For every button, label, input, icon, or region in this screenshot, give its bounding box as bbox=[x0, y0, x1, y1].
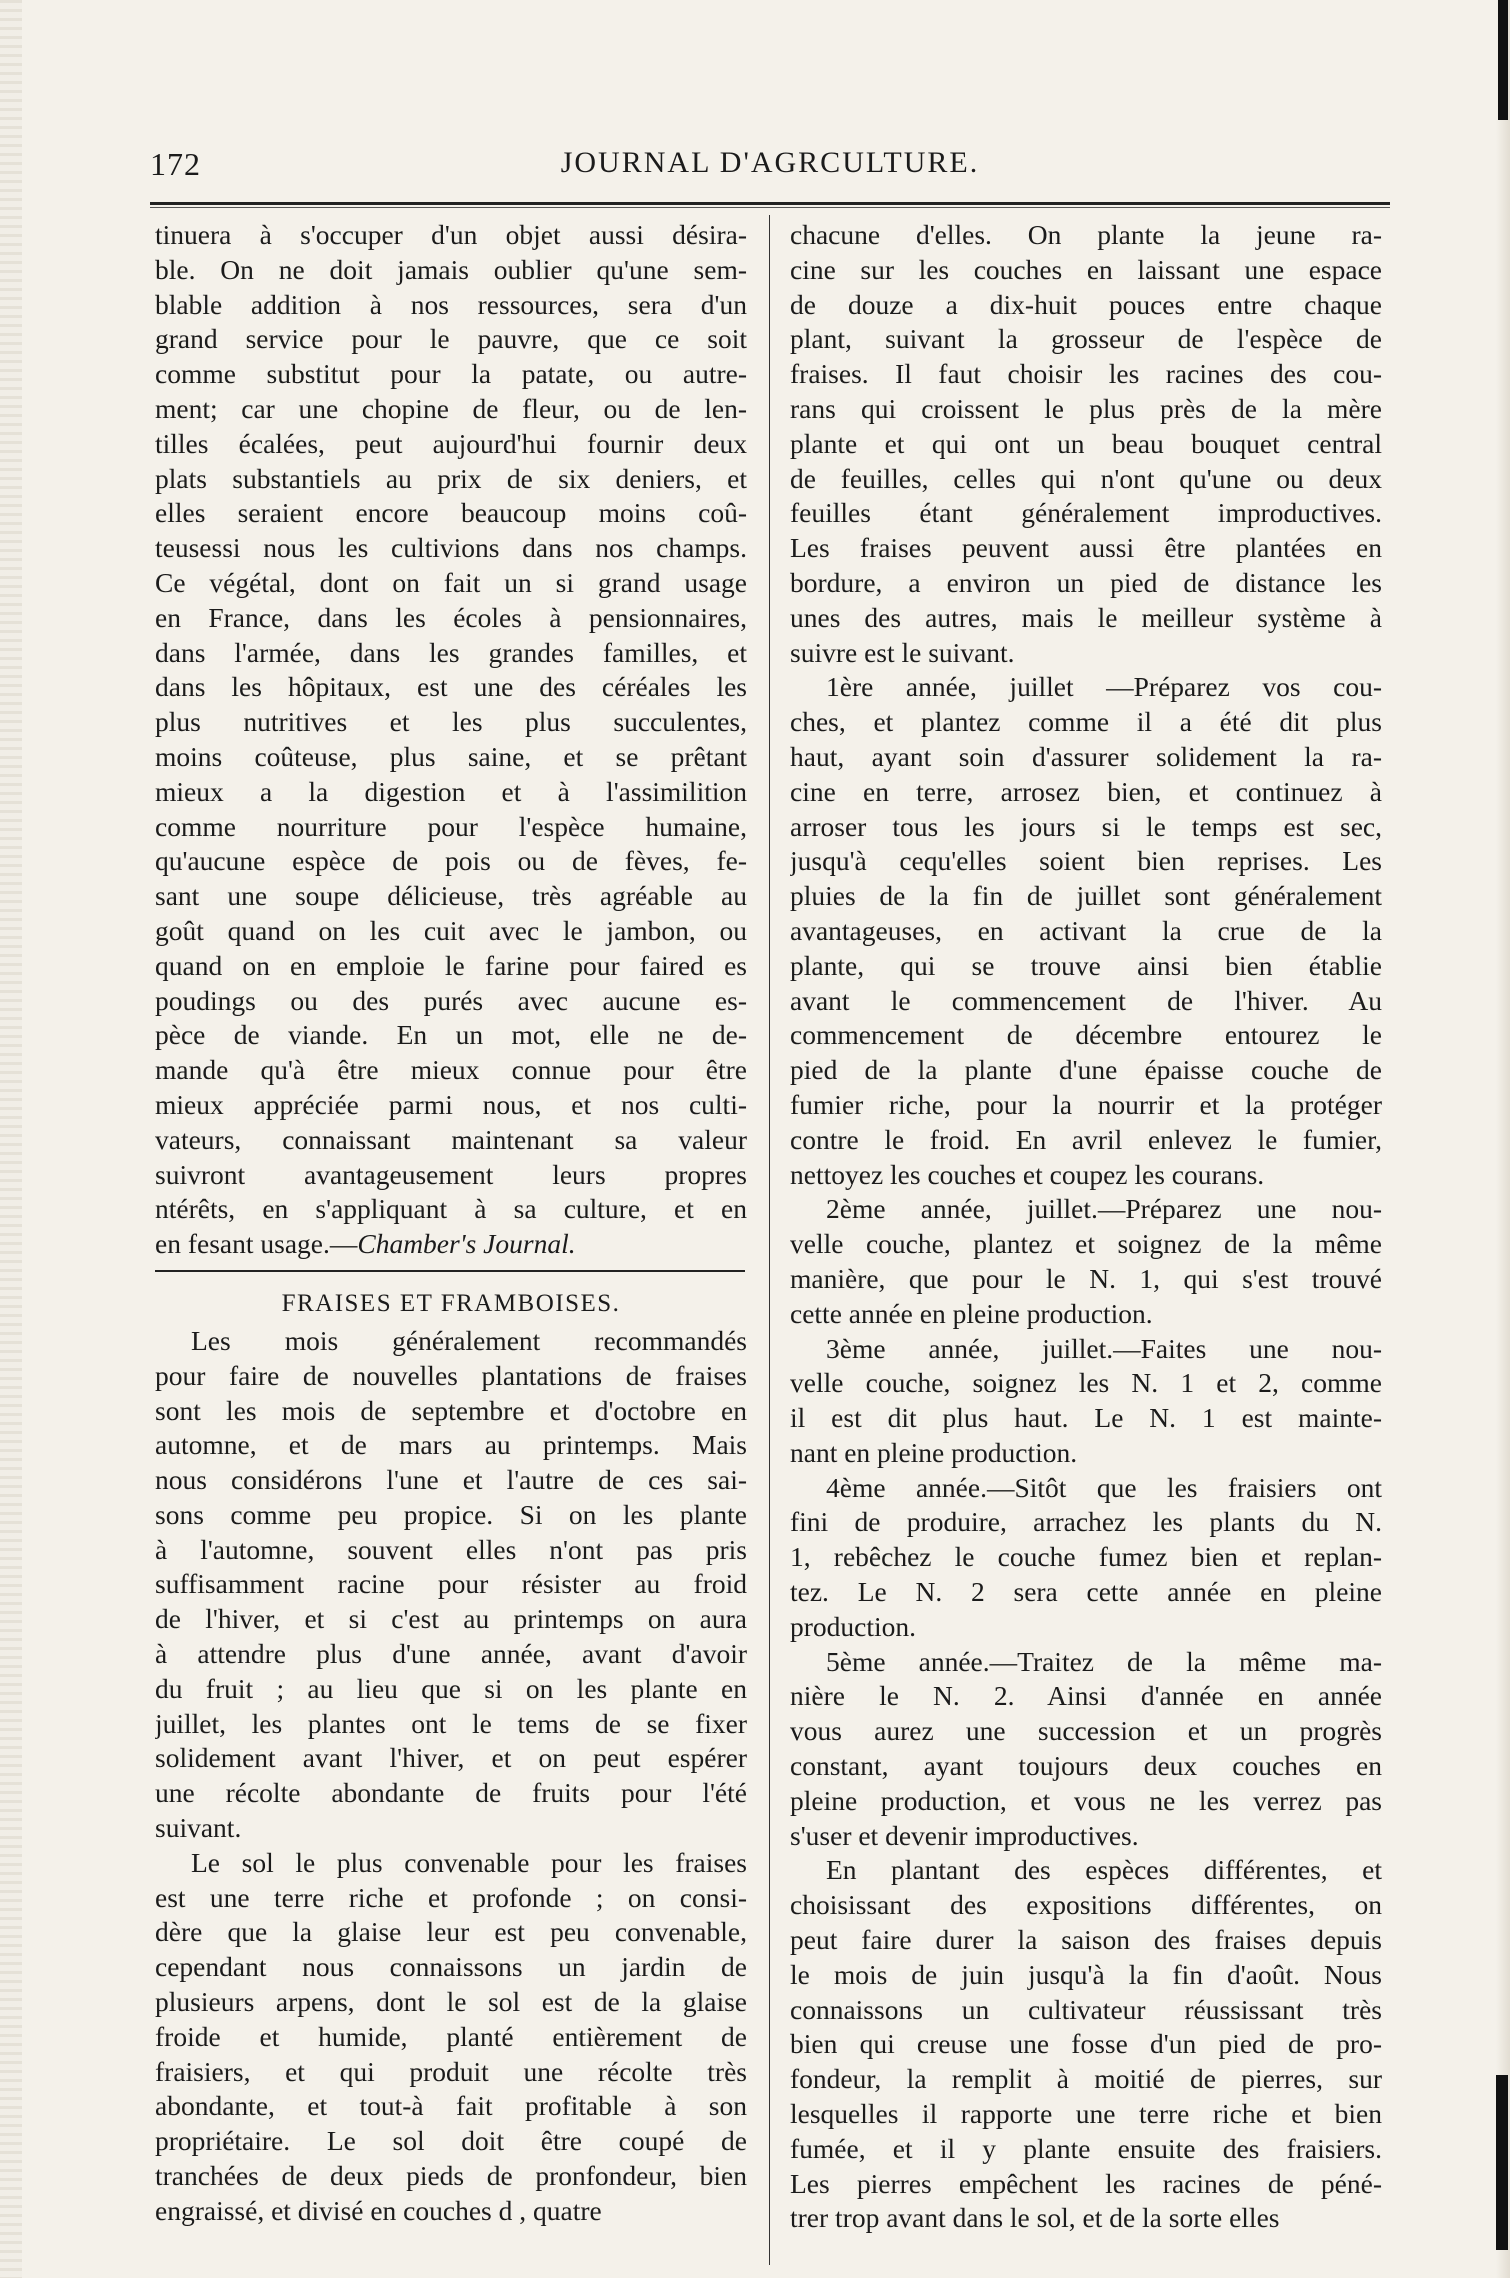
text-line: suivront avantageusement leurs propres bbox=[155, 1158, 747, 1190]
text-line: cependant nous connaissons un jardin de bbox=[155, 1951, 747, 1983]
text-line: pied de la plante d'une épaisse couche de bbox=[790, 1054, 1382, 1086]
text-line: cine en terre, arrosez bien, et continuez à bbox=[790, 775, 1382, 807]
text-line: plats substantiels au prix de six deniers, et bbox=[155, 462, 747, 494]
text-line: vateurs, connaissant maintenant sa valeur bbox=[155, 1123, 747, 1155]
text-line: elles seraient encore beaucoup moins coû- bbox=[155, 497, 747, 529]
text-line: fumée, et il y plante ensuite des fraisiers. bbox=[790, 2132, 1382, 2164]
text-line: plus nutritives et les plus succulentes, bbox=[155, 706, 747, 738]
text-line: rans qui croissent le plus près de la mère bbox=[790, 392, 1382, 424]
section-title: FRAISES ET FRAMBOISES. bbox=[281, 1289, 621, 1317]
text-line: pour faire de nouvelles plantations de fraises bbox=[155, 1359, 747, 1391]
text-line: plusieurs arpens, dont le sol est de la glaise bbox=[155, 1986, 747, 2018]
source-citation: Chamber's Journal. bbox=[357, 1228, 576, 1260]
text-line: solidement avant l'hiver, et on peut espérer bbox=[155, 1742, 747, 1774]
text-line: arroser tous les jours si le temps est sec, bbox=[790, 810, 1382, 842]
text-line: plant, suivant la grosseur de l'espèce de bbox=[790, 323, 1382, 355]
text-line: contre le froid. En avril enlevez le fumier, bbox=[790, 1123, 1382, 1155]
text-line: fumier riche, pour la nourrir et la protéger bbox=[790, 1088, 1382, 1120]
text-line: En plantant des espèces différentes, et bbox=[826, 1854, 1382, 1886]
text-line: de feuilles, celles qui n'ont qu'une ou deux bbox=[790, 462, 1382, 494]
text-line: abondante, et tout-à fait profitable à son bbox=[155, 2090, 747, 2122]
text-line: s'user et devenir improductives. bbox=[790, 1819, 1139, 1851]
text-line: comme substitut pour la patate, ou autre- bbox=[155, 358, 747, 390]
text-line: fraisiers, et qui produit une récolte très bbox=[155, 2055, 747, 2087]
scan-binding-mark-bottom bbox=[1496, 2075, 1508, 2250]
text-line: tez. Le N. 2 sera cette année en pleine bbox=[790, 1576, 1382, 1608]
scan-binding-mark-top bbox=[1498, 0, 1508, 120]
text-line: 1, rebêchez le couche fumez bien et replan- bbox=[790, 1541, 1382, 1573]
text-line: 1ère année, juillet —Préparez vos cou- bbox=[826, 671, 1382, 703]
text-line: tranchées de deux pieds de pronfondeur, bien bbox=[155, 2160, 747, 2192]
text-line: velle couche, soignez les N. 1 et 2, comme bbox=[790, 1367, 1382, 1399]
text-line: blable addition à nos ressources, sera d'un bbox=[155, 288, 747, 320]
text-line: sons comme peu propice. Si on les plante bbox=[155, 1498, 747, 1530]
text-line: poudings ou des purés avec aucune es- bbox=[155, 984, 747, 1016]
text-line: commencement de décembre entourez le bbox=[790, 1019, 1382, 1051]
running-title: JOURNAL D'AGRCULTURE. bbox=[560, 146, 980, 179]
text-line: bordure, a environ un pied de distance les bbox=[790, 566, 1382, 598]
closing-text: en fesant usage.— bbox=[155, 1228, 358, 1260]
text-line: propriétaire. Le sol doit être coupé de bbox=[155, 2125, 747, 2157]
text-line: 2ème année, juillet.—Préparez une nou- bbox=[826, 1193, 1382, 1225]
text-line: du fruit ; au lieu que si on les plante en bbox=[155, 1672, 747, 1704]
text-line: suivant. bbox=[155, 1812, 242, 1844]
text-line: grand service pour le pauvre, que ce soit bbox=[155, 323, 747, 355]
text-line: 5ème année.—Traitez de la même ma- bbox=[826, 1645, 1382, 1677]
text-line: bien qui creuse une fosse d'un pied de pro- bbox=[790, 2028, 1382, 2060]
text-line: ment; car une chopine de fleur, ou de len- bbox=[155, 392, 747, 424]
text-line: feuilles étant généralement improductives. bbox=[790, 497, 1382, 529]
text-line: choisissant des expositions différentes, on bbox=[790, 1889, 1382, 1921]
text-line: avant le commencement de l'hiver. Au bbox=[790, 984, 1382, 1016]
text-line: froide et humide, planté entièrement de bbox=[155, 2020, 747, 2052]
text-line: mande qu'à être mieux connue pour être bbox=[155, 1054, 747, 1086]
text-line: fondeur, la remplit à moitié de pierres, sur bbox=[790, 2063, 1382, 2095]
text-line: automne, et de mars au printemps. Mais bbox=[155, 1429, 747, 1461]
text-line: nous considérons l'une et l'autre de ces sai- bbox=[155, 1464, 747, 1496]
text-line: le mois de juin jusqu'à la fin d'août. Nous bbox=[790, 1958, 1382, 1990]
scan-right-edge bbox=[1496, 0, 1510, 2278]
text-line: cette année en pleine production. bbox=[790, 1297, 1153, 1329]
left-column bbox=[155, 218, 747, 2229]
text-line: ble. On ne doit jamais oublier qu'une sem- bbox=[155, 253, 747, 285]
text-line: manière, que pour le N. 1, qui s'est trouvé bbox=[790, 1262, 1382, 1294]
text-line: pleine production, et vous ne les verrez pas bbox=[790, 1784, 1382, 1816]
text-line: juillet, les plantes ont le tems de se fixer bbox=[155, 1707, 747, 1739]
text-line: ches, et plantez comme il a été dit plus bbox=[790, 706, 1382, 738]
text-line: pluies de la fin de juillet sont généralement bbox=[790, 880, 1382, 912]
text-line: avantageuses, en activant la crue de la bbox=[790, 914, 1382, 946]
section-rule bbox=[155, 1270, 745, 1272]
scan-left-edge bbox=[0, 0, 22, 2278]
text-line: sont les mois de septembre et d'octobre en bbox=[155, 1394, 747, 1426]
right-column bbox=[790, 218, 1382, 2236]
text-line: unes des autres, mais le meilleur système à bbox=[790, 601, 1382, 633]
text-line: goût quand on les cuit avec le jambon, ou bbox=[155, 914, 747, 946]
text-line: 3ème année, juillet.—Faites une nou- bbox=[826, 1332, 1382, 1364]
text-line: comme nourriture pour l'espèce humaine, bbox=[155, 810, 747, 842]
text-line: à attendre plus d'une année, avant d'avoir bbox=[155, 1638, 747, 1670]
article-fraises bbox=[155, 1324, 747, 2229]
text-line: moins coûteuse, plus saine, et se prêtant bbox=[155, 740, 747, 772]
text-line: haut, ayant soin d'assurer solidement la ra- bbox=[790, 740, 1382, 772]
text-line: dans les hôpitaux, est une des céréales les bbox=[155, 671, 747, 703]
text-line: lesquelles il rapporte une terre riche et bien bbox=[790, 2098, 1382, 2130]
text-line: engraissé, et divisé en couches d , quatre bbox=[155, 2194, 602, 2226]
article-continuation bbox=[155, 218, 747, 1227]
text-line: Les fraises peuvent aussi être plantées en bbox=[790, 532, 1382, 564]
text-line: constant, ayant toujours deux couches en bbox=[790, 1750, 1382, 1782]
text-line: nière le N. 2. Ainsi d'année en année bbox=[790, 1680, 1382, 1712]
text-line: nettoyez les couches et coupez les courans. bbox=[790, 1158, 1265, 1190]
text-line: jusqu'à cequ'elles soient bien reprises. Les bbox=[790, 845, 1382, 877]
text-line: nant en pleine production. bbox=[790, 1436, 1078, 1468]
text-line: de douze a dix-huit pouces entre chaque bbox=[790, 288, 1382, 320]
text-line: plante et qui ont un beau bouquet central bbox=[790, 427, 1382, 459]
text-line: chacune d'elles. On plante la jeune ra- bbox=[790, 219, 1382, 250]
text-line: tinuera à s'occuper d'un objet aussi désira- bbox=[155, 219, 747, 250]
text-line: trer trop avant dans le sol, et de la sorte elles bbox=[790, 2202, 1280, 2234]
text-line: tilles écalées, peut aujourd'hui fournir deux bbox=[155, 427, 747, 459]
text-line: suffisamment racine pour résister au froid bbox=[155, 1568, 747, 1600]
text-line: connaissons un cultivateur réussissant très bbox=[790, 1993, 1382, 2025]
text-line: qu'aucune espèce de pois ou de fèves, fe- bbox=[155, 845, 747, 877]
text-line: fini de produire, arrachez les plants du N. bbox=[790, 1506, 1382, 1538]
text-line: teusessi nous les cultivions dans nos champs. bbox=[155, 532, 747, 564]
text-line: velle couche, plantez et soignez de la même bbox=[790, 1228, 1382, 1260]
article-fraises-continued bbox=[790, 218, 1382, 2236]
text-line: Le sol le plus convenable pour les fraises bbox=[191, 1846, 747, 1878]
text-line: sant une soupe délicieuse, très agréable au bbox=[155, 880, 747, 912]
text-line: mieux a la digestion et à l'assimilition bbox=[155, 775, 747, 807]
text-line: peut faire durer la saison des fraises depuis bbox=[790, 1924, 1382, 1956]
column-divider bbox=[769, 215, 770, 2265]
text-line: quand on en emploie le farine pour faired es bbox=[155, 949, 747, 981]
text-line: production. bbox=[790, 1610, 917, 1642]
text-line: cine sur les couches en laissant une espace bbox=[790, 253, 1382, 285]
text-line: plante, qui se trouve ainsi bien établie bbox=[790, 949, 1382, 981]
text-line: 4ème année.—Sitôt que les fraisiers ont bbox=[826, 1471, 1382, 1503]
text-line: est une terre riche et profonde ; on consi- bbox=[155, 1881, 747, 1913]
text-line: Les mois généralement recommandés bbox=[191, 1324, 747, 1356]
text-line: à l'automne, souvent elles n'ont pas pris bbox=[155, 1533, 747, 1565]
text-line: il est dit plus haut. Le N. 1 est mainte- bbox=[790, 1402, 1382, 1434]
text-line: vous aurez une succession et un progrès bbox=[790, 1715, 1382, 1747]
text-line: suivre est le suivant. bbox=[790, 636, 1015, 668]
page-number: 172 bbox=[150, 146, 201, 182]
text-line: ntérêts, en s'appliquant à sa culture, et en bbox=[155, 1193, 747, 1225]
text-line: une récolte abondante de fruits pour l'été bbox=[155, 1777, 747, 1809]
text-line: dère que la glaise leur est peu convenable, bbox=[155, 1916, 747, 1948]
header-rule bbox=[150, 202, 1390, 208]
text-line: mieux appréciée parmi nous, et nos culti- bbox=[155, 1088, 747, 1120]
text-line: Les pierres empêchent les racines de péné- bbox=[790, 2167, 1382, 2199]
article-closing-line bbox=[155, 1227, 747, 1262]
text-line: pèce de viande. En un mot, elle ne de- bbox=[155, 1019, 747, 1051]
text-line: en France, dans les écoles à pensionnaires, bbox=[155, 601, 747, 633]
text-line: Ce végétal, dont on fait un si grand usage bbox=[155, 566, 747, 598]
text-line: dans l'armée, dans les grandes familles, et bbox=[155, 636, 747, 668]
text-line: fraises. Il faut choisir les racines des cou- bbox=[790, 358, 1382, 390]
text-line: de l'hiver, et si c'est au printemps on aura bbox=[155, 1603, 747, 1635]
page-header bbox=[150, 140, 1390, 190]
